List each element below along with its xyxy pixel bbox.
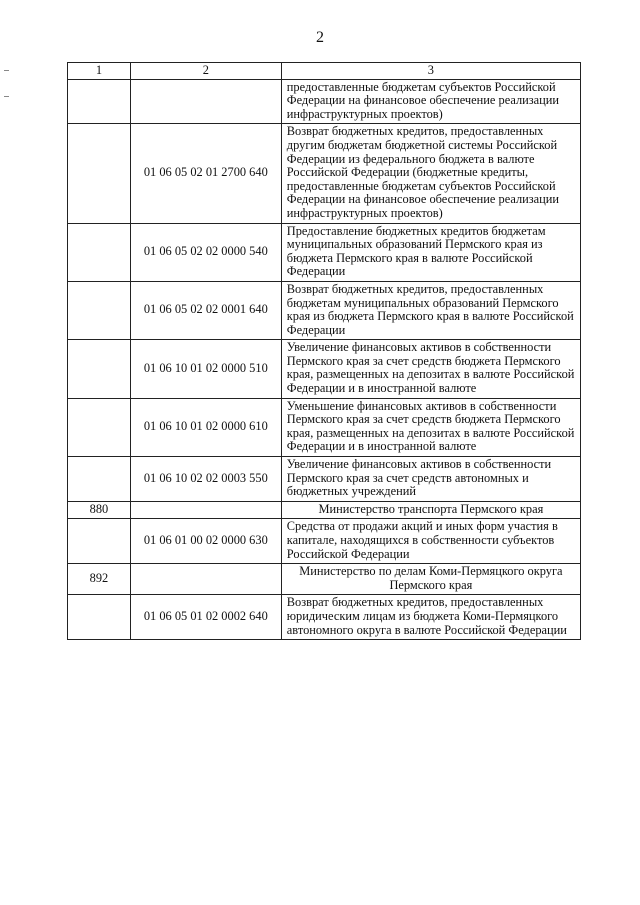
margin-mark [4,96,9,97]
source-name-cell: Министерство по делам Коми-Пермяцкого округа Пермского края [281,564,580,595]
admin-code-cell: 880 [68,501,131,519]
table-row [68,457,581,502]
budget-sources-table [67,62,581,640]
classification-code-cell [130,564,281,595]
source-name-cell: Предоставление бюджетных кредитов бюджетам муниципальных образований Пермского края из бюджета Пермского края в валюте Российской Федерации [281,223,580,281]
table-row [68,519,581,564]
column-number-1: 1 [68,63,131,80]
table-row [68,79,581,124]
source-name-cell: Возврат бюджетных кредитов, предоставленных юридическим лицам из бюджета Коми-Пермяцкого автономного округа в валюте Российской Федерации [281,595,580,640]
classification-code-cell [130,79,281,124]
table-row [68,281,581,339]
table-body [68,63,581,640]
classification-code-cell: 01 06 10 02 02 0003 550 [130,457,281,502]
table-row [68,595,581,640]
source-name-cell: предоставленные бюджетам субъектов Российской Федерации на финансовое обеспечение реализации инфраструктурных проектов) [281,79,580,124]
source-name-cell: Увеличение финансовых активов в собственности Пермского края за счет средств автономных и бюджетных учреждений [281,457,580,502]
classification-code-cell: 01 06 10 01 02 0000 510 [130,340,281,398]
classification-code-cell [130,501,281,519]
source-name-cell: Возврат бюджетных кредитов, предоставленных бюджетам муниципальных образований Пермского края из бюджета Пермского края в валюте Российской Федерации [281,281,580,339]
table-row [68,223,581,281]
classification-code-cell: 01 06 10 01 02 0000 610 [130,398,281,456]
column-number-3: 3 [281,63,580,80]
classification-code-cell: 01 06 05 02 02 0000 540 [130,223,281,281]
admin-code-cell [68,595,131,640]
classification-code-cell: 01 06 05 02 02 0001 640 [130,281,281,339]
table-row [68,564,581,595]
classification-code-cell: 01 06 01 00 02 0000 630 [130,519,281,564]
column-number-2: 2 [130,63,281,80]
classification-code-cell: 01 06 05 01 02 0002 640 [130,595,281,640]
admin-code-cell [68,519,131,564]
admin-code-cell [68,457,131,502]
source-name-cell: Средства от продажи акций и иных форм участия в капитале, находящихся в собственности субъектов Российской Федерации [281,519,580,564]
source-name-cell: Возврат бюджетных кредитов, предоставленных другим бюджетам бюджетной системы Российской Федерации из федерального бюджета в валюте Российской Федерации (бюджетные кредиты, предоставленные бюджетам субъектов Российской Федерации на финансовое обеспечение реализации инфраструктурных проектов) [281,124,580,223]
admin-code-cell: 892 [68,564,131,595]
admin-code-cell [68,79,131,124]
table-header-row [68,63,581,80]
table-row [68,501,581,519]
source-name-cell: Уменьшение финансовых активов в собственности Пермского края за счет средств бюджета Пермского края, размещенных на депозитах в валюте Российской Федерации и в иностранной валюте [281,398,580,456]
admin-code-cell [68,340,131,398]
margin-mark [4,70,9,71]
classification-code-cell: 01 06 05 02 01 2700 640 [130,124,281,223]
table-row [68,398,581,456]
admin-code-cell [68,398,131,456]
page-number: 2 [316,29,324,46]
admin-code-cell [68,281,131,339]
admin-code-cell [68,124,131,223]
admin-code-cell [68,223,131,281]
table-row [68,124,581,223]
table-row [68,340,581,398]
source-name-cell: Увеличение финансовых активов в собственности Пермского края за счет средств бюджета Пермского края, размещенных на депозитах в валюте Российской Федерации и в иностранной валюте [281,340,580,398]
source-name-cell: Министерство транспорта Пермского края [281,501,580,519]
